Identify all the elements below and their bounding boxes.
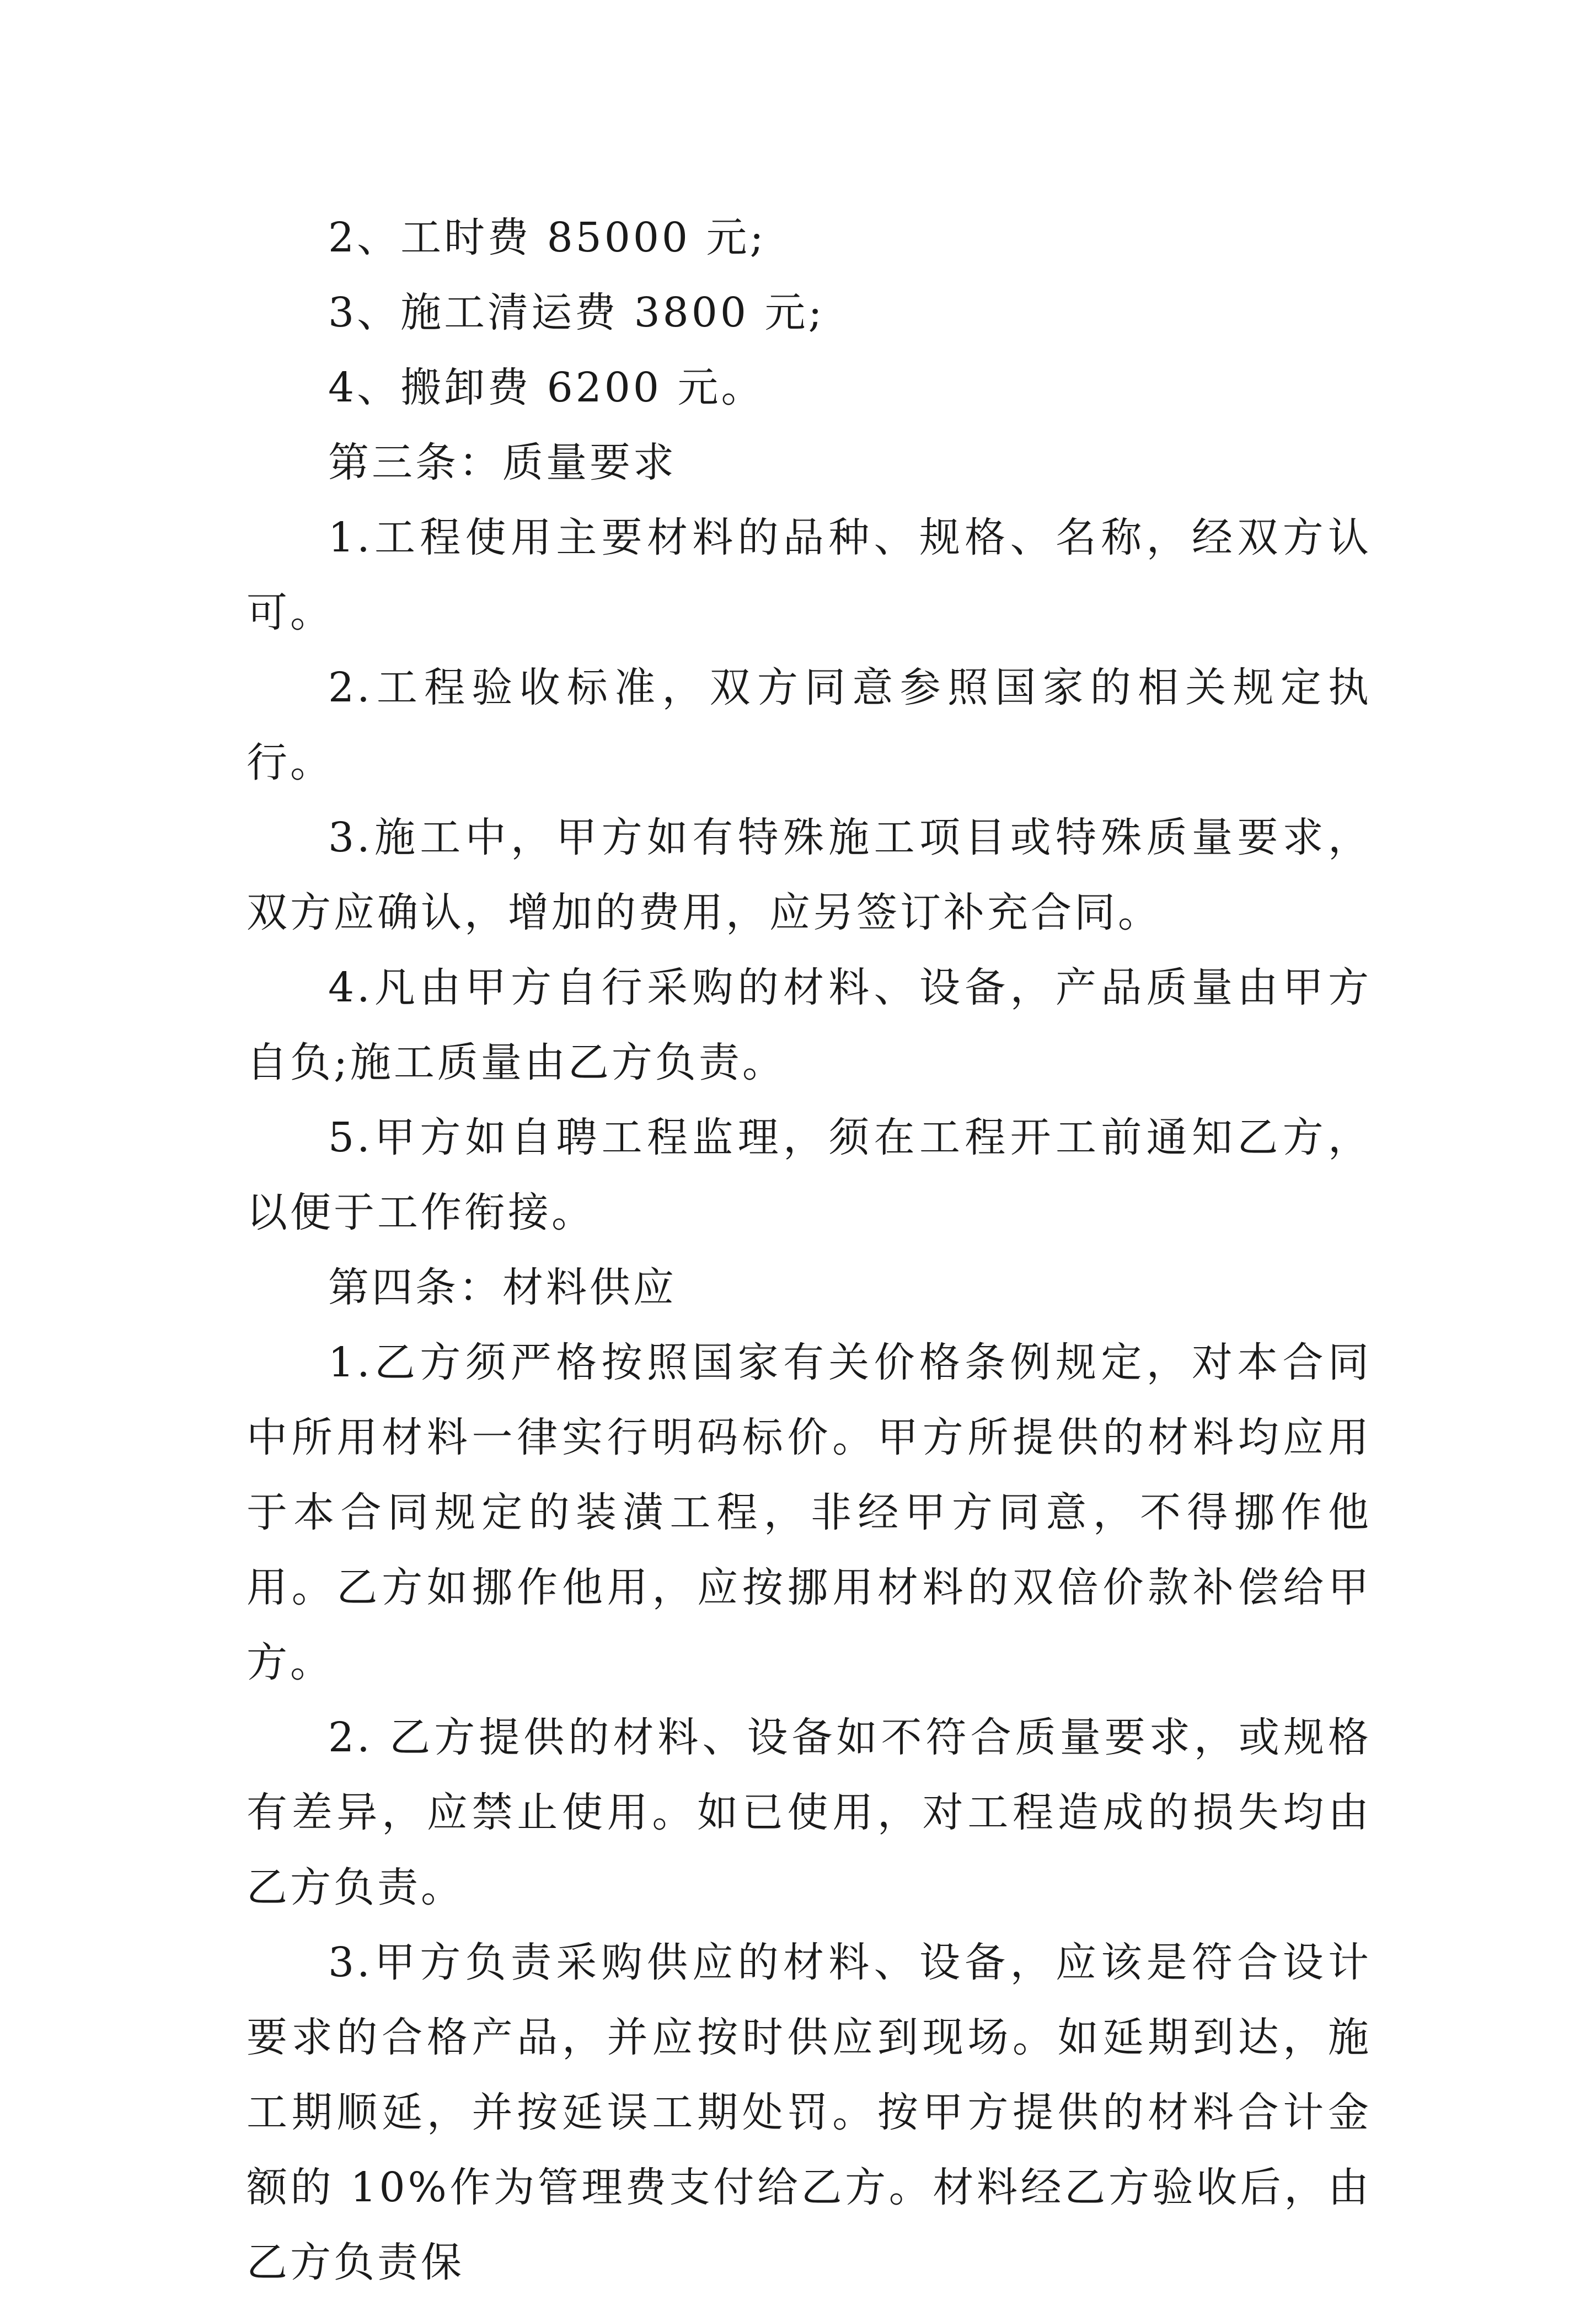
section4-item: 3.甲方负责采购供应的材料、设备，应该是符合设计要求的合格产品，并应按时供应到现场。如延期到达，施工期顺延，并按延误工期处罚。按甲方提供的材料合计金额的 10%作为管理费支付给乙方。材料经乙方验收后，由乙方负责保 [247,1939,1372,2286]
section3-item: 5.甲方如自聘工程监理，须在工程开工前通知乙方，以便于工作衔接。 [247,1114,1372,1236]
document-body [247,200,1372,2300]
section3-heading: 第三条：质量要求 [328,439,677,486]
fee-line-labor: 2、工时费 85000 元; [328,214,767,261]
section4-item: 1.乙方须严格按照国家有关价格条例规定，对本合同中所用材料一律实行明码标价。甲方所提供的材料均应用于本合同规定的装潢工程，非经甲方同意，不得挪作他用。乙方如挪作他用，应按挪用材料的双倍价款补偿给甲方。 [247,1339,1372,1686]
fee-line-cleanup: 3、施工清运费 3800 元; [328,289,825,336]
section4-heading: 第四条：材料供应 [328,1264,677,1311]
section3-item: 1.工程使用主要材料的品种、规格、名称，经双方认可。 [247,514,1372,636]
section4-item: 2. 乙方提供的材料、设备如不符合质量要求，或规格有差异，应禁止使用。如已使用，对工程造成的损失均由乙方负责。 [247,1714,1372,1911]
section3-item: 2.工程验收标准，双方同意参照国家的相关规定执行。 [247,664,1372,786]
section3-item: 3.施工中，甲方如有特殊施工项目或特殊质量要求，双方应确认，增加的费用，应另签订补充合同。 [247,814,1372,936]
section3-item: 4.凡由甲方自行采购的材料、设备，产品质量由甲方自负;施工质量由乙方负责。 [247,964,1372,1086]
fee-line-handling: 4、搬卸费 6200 元。 [328,364,765,411]
